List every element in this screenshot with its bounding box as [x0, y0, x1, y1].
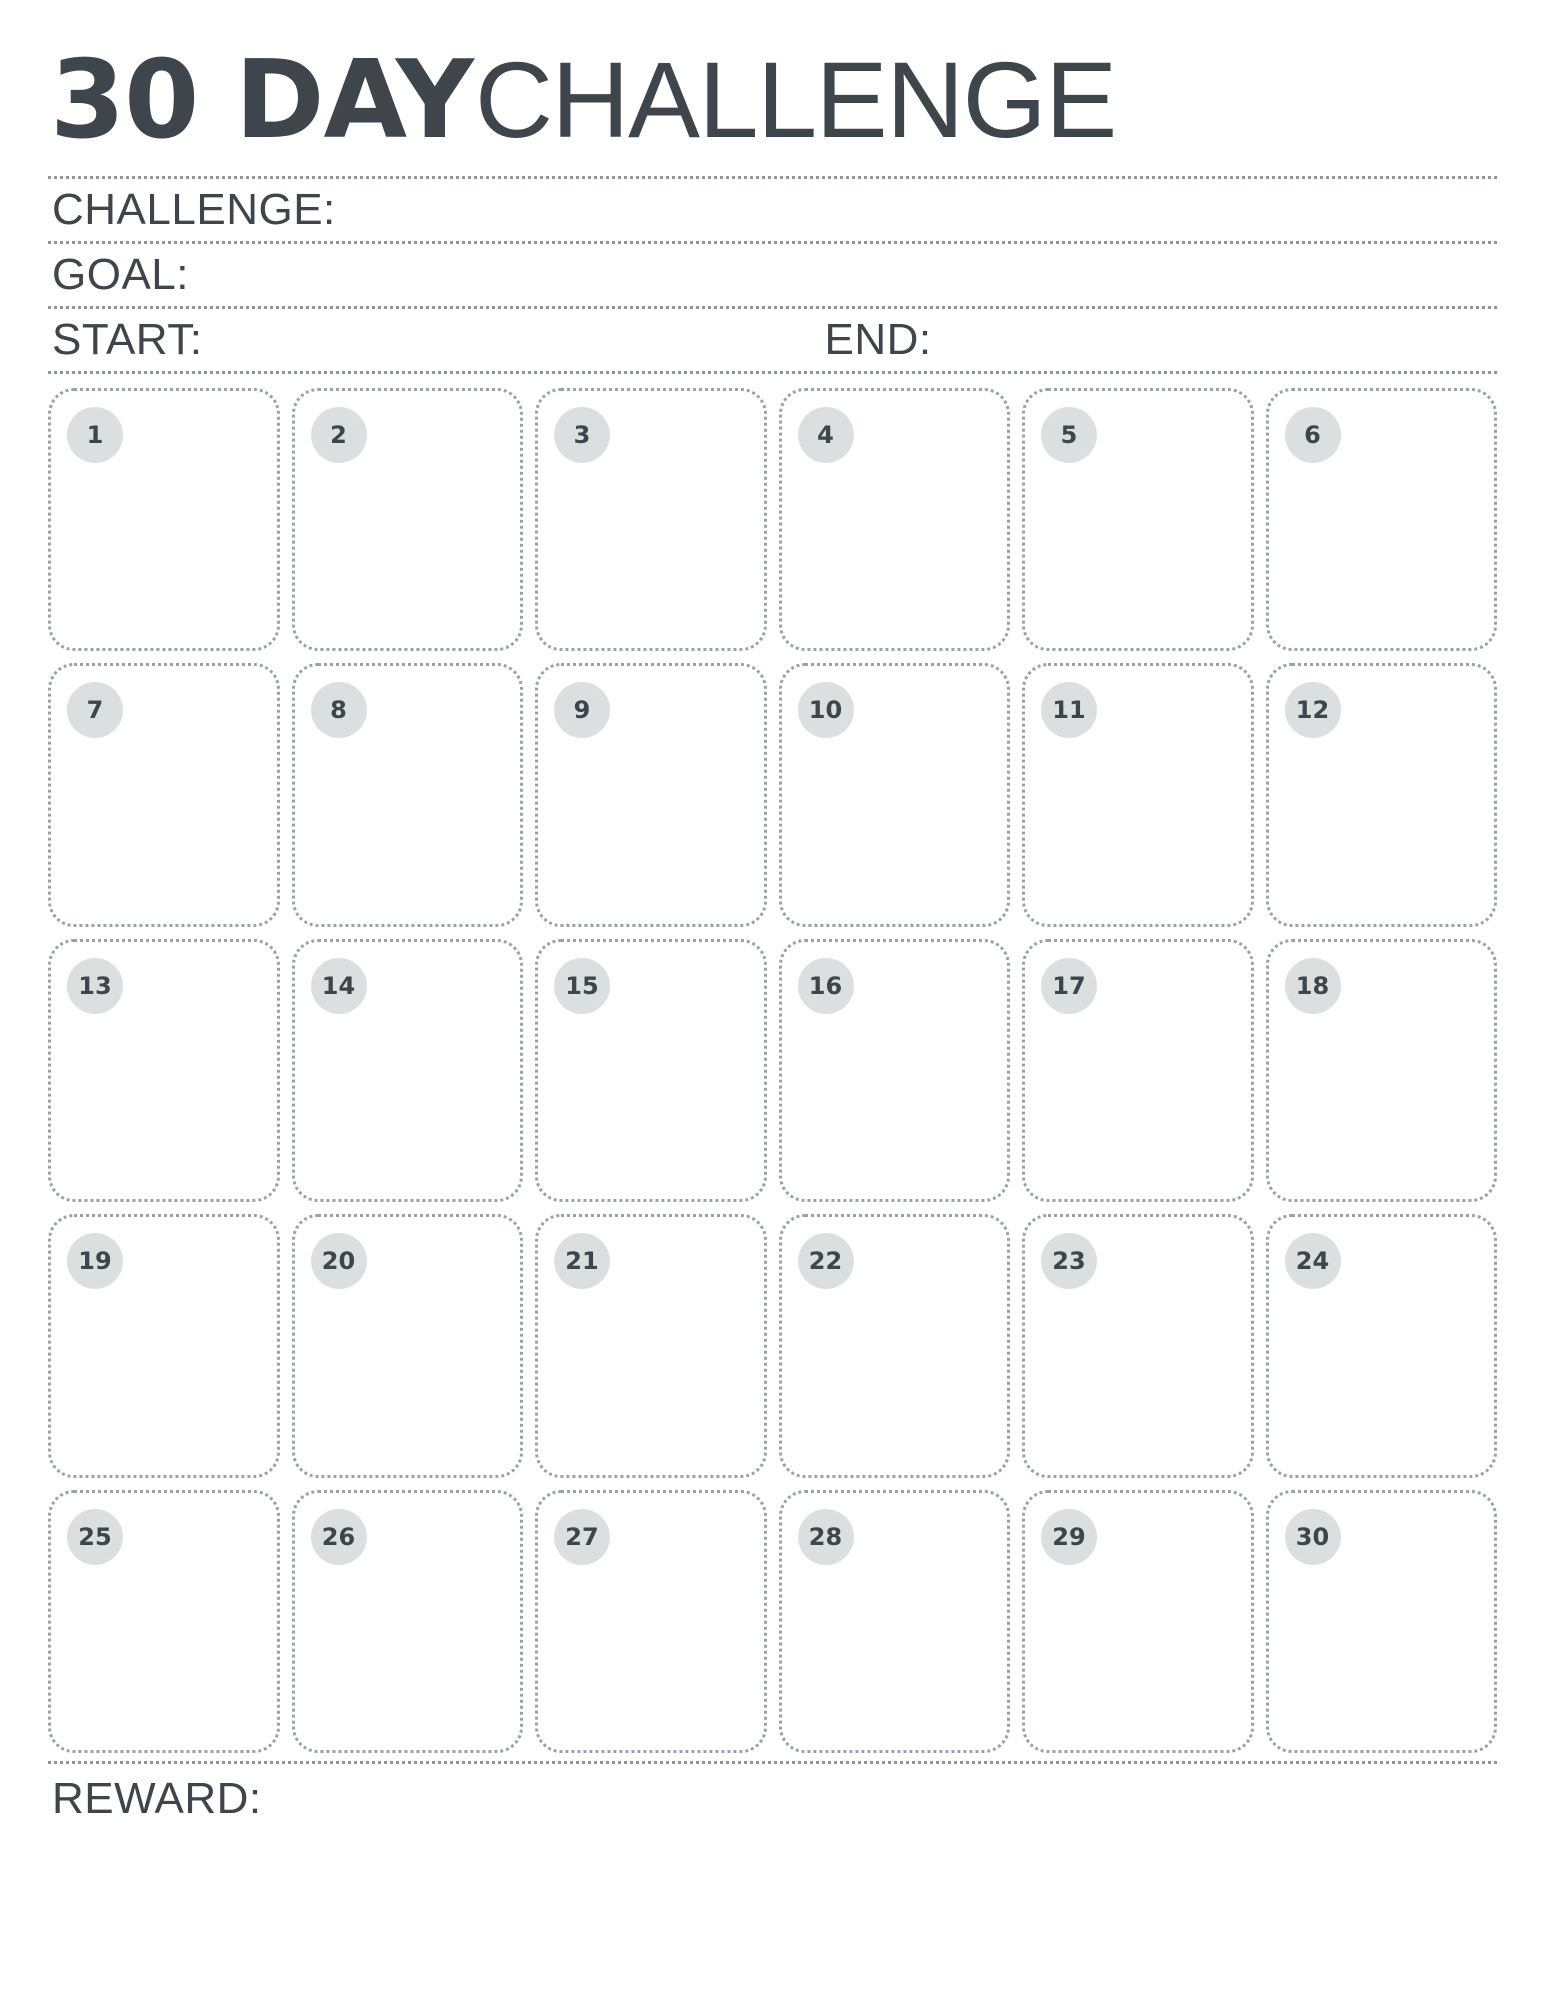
day-number-badge: 17	[1041, 958, 1097, 1014]
day-cell[interactable]	[779, 939, 1011, 1202]
field-goal-label: GOAL:	[52, 250, 189, 299]
day-number-badge: 26	[311, 1509, 367, 1565]
day-number-badge: 9	[554, 682, 610, 738]
day-number-badge: 24	[1285, 1233, 1341, 1289]
day-cell[interactable]	[779, 388, 1011, 651]
day-number-badge: 15	[554, 958, 610, 1014]
day-cell[interactable]	[535, 1214, 767, 1477]
day-cell[interactable]	[1266, 663, 1498, 926]
day-cell[interactable]	[535, 663, 767, 926]
day-cell[interactable]	[1266, 388, 1498, 651]
day-grid	[48, 388, 1497, 1753]
day-number-badge: 7	[67, 682, 123, 738]
day-number-badge: 12	[1285, 682, 1341, 738]
day-cell[interactable]	[292, 1490, 524, 1753]
day-number-badge: 1	[67, 407, 123, 463]
field-end-label: END:	[824, 315, 932, 364]
day-cell[interactable]	[292, 1214, 524, 1477]
day-cell[interactable]	[779, 1214, 1011, 1477]
day-number-badge: 29	[1041, 1509, 1097, 1565]
day-cell[interactable]	[48, 939, 280, 1202]
field-end[interactable]	[773, 315, 1498, 364]
day-number-badge: 30	[1285, 1509, 1341, 1565]
day-cell[interactable]	[1022, 1214, 1254, 1477]
field-start-end-row	[48, 309, 1497, 371]
day-number-badge: 22	[798, 1233, 854, 1289]
day-number-badge: 19	[67, 1233, 123, 1289]
day-cell[interactable]	[535, 1490, 767, 1753]
day-cell[interactable]	[1266, 1214, 1498, 1477]
day-cell[interactable]	[779, 663, 1011, 926]
day-number-badge: 20	[311, 1233, 367, 1289]
field-start[interactable]	[48, 315, 773, 364]
day-number-badge: 27	[554, 1509, 610, 1565]
title-bold-part: 30 DAY	[50, 38, 473, 163]
day-cell[interactable]	[779, 1490, 1011, 1753]
day-number-badge: 4	[798, 407, 854, 463]
day-number-badge: 6	[1285, 407, 1341, 463]
page-title	[48, 38, 1497, 176]
day-cell[interactable]	[1022, 388, 1254, 651]
day-cell[interactable]	[535, 388, 767, 651]
day-cell[interactable]	[48, 1490, 280, 1753]
field-start-label: START:	[52, 315, 203, 364]
field-reward-label: REWARD:	[52, 1774, 262, 1823]
day-number-badge: 21	[554, 1233, 610, 1289]
day-number-badge: 23	[1041, 1233, 1097, 1289]
day-cell[interactable]	[1266, 1490, 1498, 1753]
day-number-badge: 18	[1285, 958, 1341, 1014]
day-cell[interactable]	[292, 663, 524, 926]
field-goal[interactable]	[48, 244, 1497, 306]
day-cell[interactable]	[1022, 663, 1254, 926]
day-number-badge: 13	[67, 958, 123, 1014]
day-number-badge: 28	[798, 1509, 854, 1565]
day-number-badge: 2	[311, 407, 367, 463]
divider-under-start-end	[48, 371, 1497, 374]
day-cell[interactable]	[535, 939, 767, 1202]
title-light-part: CHALLENGE	[475, 39, 1116, 160]
day-number-badge: 25	[67, 1509, 123, 1565]
field-challenge-label: CHALLENGE:	[52, 185, 336, 234]
day-cell[interactable]	[292, 388, 524, 651]
day-cell[interactable]	[48, 388, 280, 651]
day-number-badge: 5	[1041, 407, 1097, 463]
field-reward[interactable]	[48, 1764, 1497, 1826]
day-cell[interactable]	[1266, 939, 1498, 1202]
day-number-badge: 8	[311, 682, 367, 738]
day-cell[interactable]	[292, 939, 524, 1202]
day-number-badge: 11	[1041, 682, 1097, 738]
day-number-badge: 3	[554, 407, 610, 463]
day-cell[interactable]	[48, 1214, 280, 1477]
day-number-badge: 16	[798, 958, 854, 1014]
day-cell[interactable]	[1022, 1490, 1254, 1753]
field-challenge[interactable]	[48, 179, 1497, 241]
day-number-badge: 14	[311, 958, 367, 1014]
day-cell[interactable]	[48, 663, 280, 926]
day-number-badge: 10	[798, 682, 854, 738]
day-cell[interactable]	[1022, 939, 1254, 1202]
